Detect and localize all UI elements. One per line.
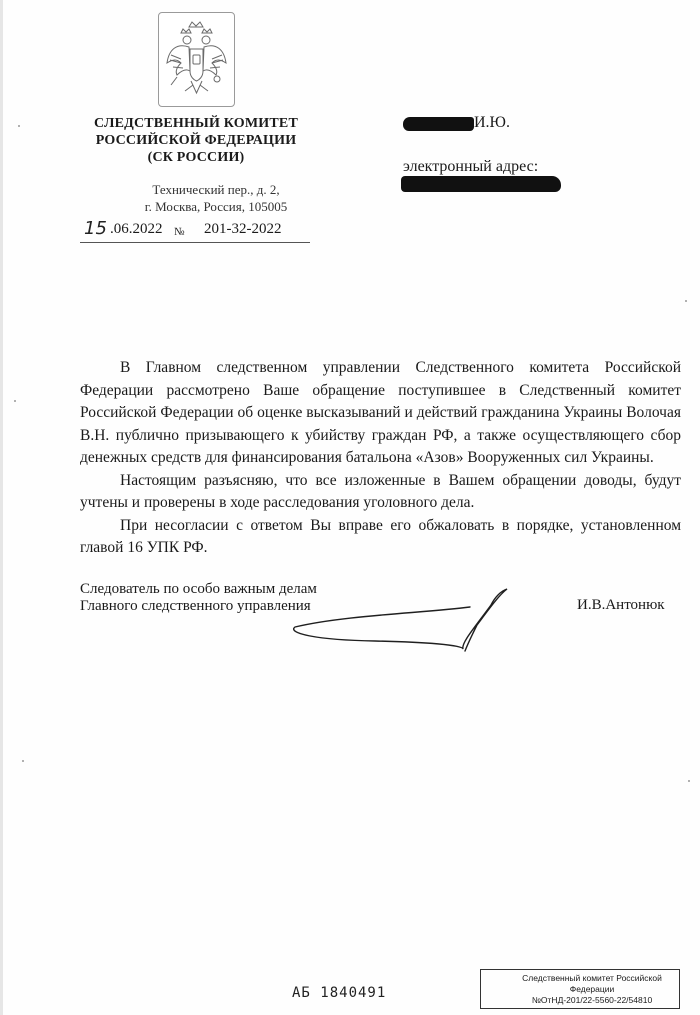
handwritten-signature (285, 585, 515, 655)
letter-body (80, 357, 681, 560)
stamp-line-2: Федерации (569, 984, 615, 994)
signer-position (80, 581, 317, 615)
body-paragraph-1: В Главном следственном управлении Следственного комитета Российской Федерации рассмотрено Ваше обращение поступившее в Следственный комитет Российской Федерации об оценке высказываний и действий гражданина Украины Волочая В.Н. публично призывающего к убийству граждан РФ, а также осуществляющего сбор денежных средств для финансирования батальона «Азов» Вооруженных сил Украины. (80, 359, 681, 466)
signer-name: И.В.Антонюк (577, 597, 665, 613)
organization-address (78, 181, 354, 215)
date-printed: .06.2022 (110, 221, 163, 237)
coat-of-arms-emblem (158, 12, 235, 107)
scan-speck (22, 760, 24, 762)
stamp-line-1: Следственный комитет Российской (522, 973, 662, 983)
stamp-line-3: №ОтНД-201/22-5560-22/54810 (531, 995, 653, 1005)
address-line-2: г. Москва, Россия, 105005 (144, 199, 288, 214)
org-line-3: (СК РОССИИ) (147, 150, 245, 165)
date-number-line (80, 220, 310, 244)
scan-speck (685, 300, 687, 302)
registration-stamp (480, 969, 680, 1009)
recipient-initials: И.Ю. (474, 114, 510, 131)
position-line-1: Следователь по особо важным делам (80, 581, 317, 597)
registration-number: 201-32-2022 (204, 221, 282, 237)
scan-speck (18, 125, 20, 127)
address-line-1: Технический пер., д. 2, (152, 182, 280, 197)
scan-speck (14, 400, 16, 402)
organization-name (78, 115, 314, 166)
date-underline (80, 242, 310, 243)
handwritten-day: 15 (84, 218, 107, 239)
number-sign: № (174, 226, 185, 238)
position-line-2: Главного следственного управления (80, 598, 311, 614)
body-paragraph-3: При несогласии с ответом Вы вправе его обжаловать в порядке, установленном главой 16 УПК РФ. (80, 516, 681, 556)
org-line-1: СЛЕДСТВЕННЫЙ КОМИТЕТ (93, 116, 298, 131)
redacted-email-bar (401, 176, 561, 192)
body-paragraph-2: Настоящим разъясняю, что все изложенные в Вашем обращении доводы, будут учтены и проверены в ходе расследования уголовного дела. (80, 471, 681, 511)
recipient-email-label: электронный адрес: (403, 158, 539, 175)
scan-speck (688, 780, 690, 782)
org-line-2: РОССИЙСКОЙ ФЕДЕРАЦИИ (95, 133, 297, 148)
scan-edge (0, 0, 3, 1015)
redacted-name-bar (403, 117, 474, 131)
form-serial-number: АБ 1840491 (292, 985, 387, 1001)
